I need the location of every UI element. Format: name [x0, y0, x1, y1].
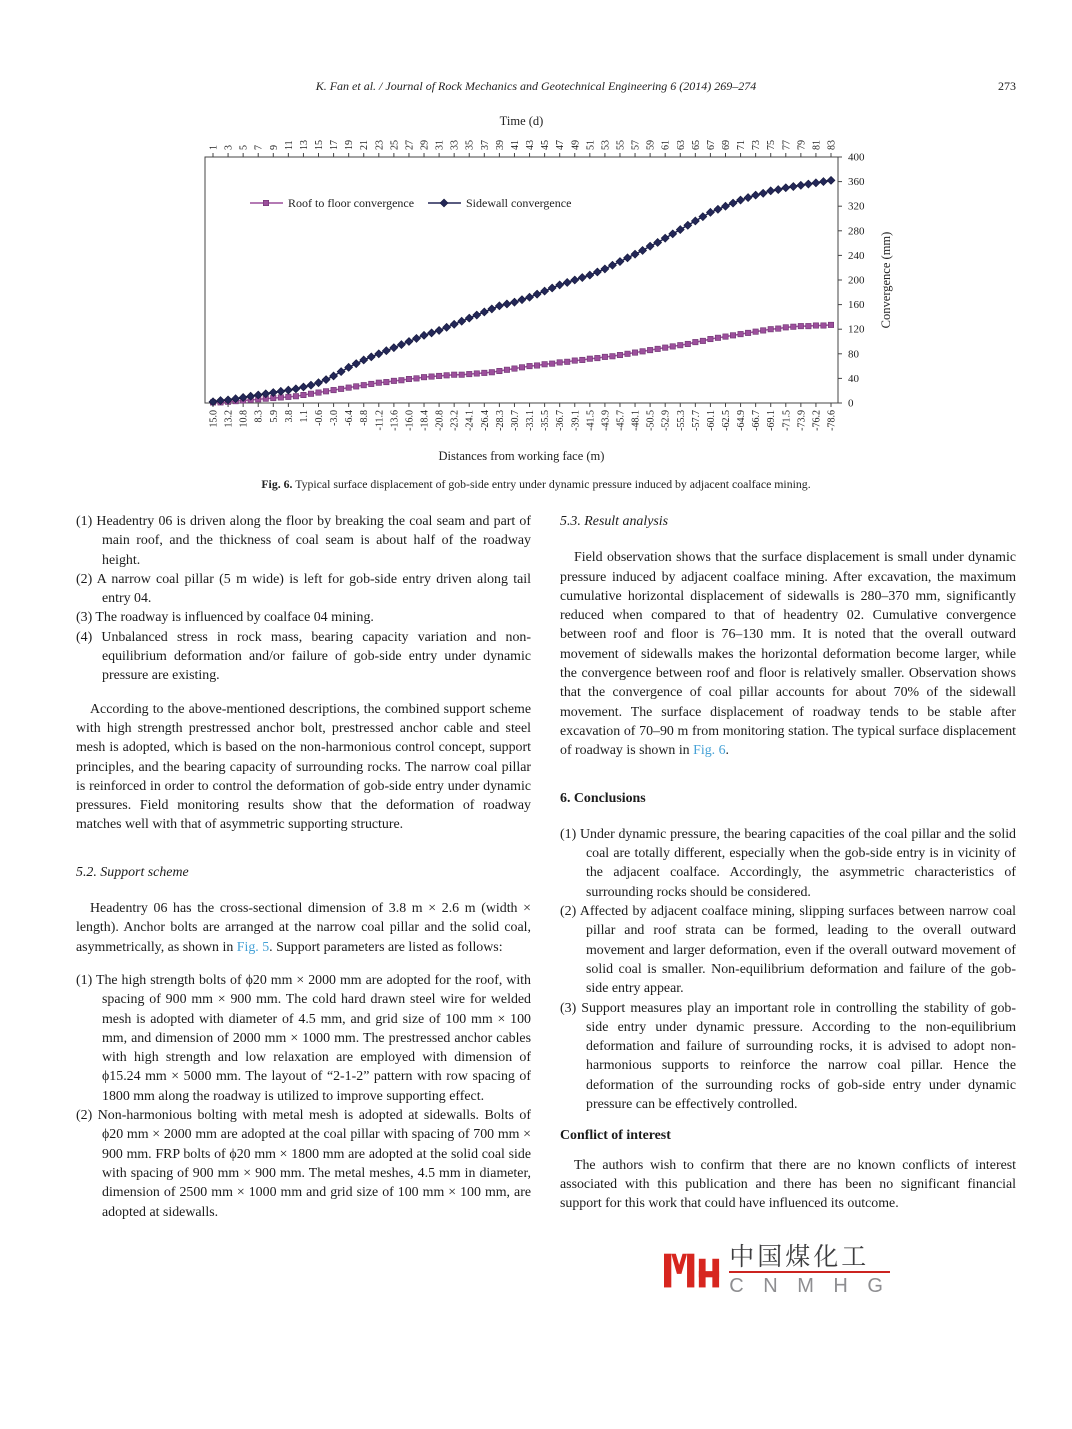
svg-text:49: 49: [570, 140, 582, 150]
svg-text:63: 63: [675, 140, 687, 150]
watermark-latin-text: C N M H G: [729, 1275, 890, 1298]
svg-text:-23.2: -23.2: [449, 410, 461, 431]
svg-text:77: 77: [781, 140, 793, 150]
svg-text:-45.7: -45.7: [615, 410, 627, 431]
paragraph-conflict-of-interest: The authors wish to confirm that there are no known conflicts of interest associated with this publication and there has been no significant financial support for this work that could have influenced its outcome.: [560, 1157, 1016, 1212]
svg-text:75: 75: [766, 140, 778, 150]
svg-text:40: 40: [848, 372, 859, 385]
svg-text:320: 320: [848, 200, 865, 213]
paragraph-result-analysis: [560, 548, 1016, 760]
svg-text:8.3: 8.3: [253, 410, 265, 423]
svg-text:-36.7: -36.7: [555, 410, 567, 431]
svg-text:13: 13: [298, 140, 310, 150]
svg-text:81: 81: [811, 140, 823, 150]
svg-text:13.2: 13.2: [223, 410, 235, 428]
svg-text:-6.4: -6.4: [344, 410, 356, 426]
legend-label-sidewall: Sidewall convergence: [466, 196, 572, 210]
svg-text:41: 41: [509, 140, 521, 150]
list-item-number: (4): [76, 629, 102, 645]
list-item-number: (1): [560, 826, 580, 842]
svg-text:15: 15: [314, 140, 326, 150]
svg-text:57: 57: [630, 140, 642, 150]
list-item-number: (2): [560, 904, 580, 920]
svg-text:53: 53: [600, 140, 612, 150]
svg-text:79: 79: [796, 140, 808, 150]
section-heading-conclusions: 6. Conclusions: [560, 790, 646, 806]
svg-text:1: 1: [208, 145, 220, 150]
svg-text:-41.5: -41.5: [585, 410, 597, 431]
svg-text:33: 33: [449, 140, 461, 150]
svg-text:-20.8: -20.8: [434, 410, 446, 431]
svg-text:160: 160: [848, 299, 865, 312]
fig6-link[interactable]: Fig. 6: [693, 743, 726, 759]
svg-text:-16.0: -16.0: [404, 410, 416, 431]
list-item: (1) Headentry 06 is driven along the floor by breaking the coal seam and part of main roof, and the thickness of coal seam is about half of the roadway height.: [76, 514, 531, 568]
svg-text:400: 400: [848, 151, 865, 164]
svg-text:360: 360: [848, 176, 865, 189]
svg-text:-18.4: -18.4: [419, 410, 431, 431]
list-item: (2) Affected by adjacent coalface mining, slipping surfaces between narrow coal pillar and roof strata can be formed, leading to the overall outward movement and larger deformation, even if the overall outward movement of solid coal is smaller. Non-equilibrium deformation and failure of the gob-side entry appear.: [560, 904, 1016, 997]
paragraph-support-concept: According to the above-mentioned descriptions, the combined support scheme with high strength prestressed anchor bolt, prestressed anchor cable and steel mesh is adopted, which is based on the non-harmonious control concept, support principles, and the bearing capacity of surrounding rocks. The narrow coal pillar is reinforced in order to control the deformation of gob-side entry under dynamic pressures. Field monitoring results show that the deformation of roadway matches well with that of asymmetric supporting structure.: [76, 701, 531, 833]
svg-text:-76.2: -76.2: [811, 410, 823, 431]
svg-text:15.0: 15.0: [208, 410, 220, 428]
list-item: (2) A narrow coal pillar (5 m wide) is left for gob-side entry driven along tail entry 04.: [76, 571, 531, 607]
legend-label-roof: Roof to floor convergence: [288, 196, 415, 210]
svg-text:7: 7: [253, 145, 265, 150]
svg-text:-57.7: -57.7: [690, 410, 702, 431]
list-item: (4) Unbalanced stress in rock mass, bearing capacity variation and non-equilibrium deformation and/or failure of gob-side entry under dynamic pressure are existing.: [76, 629, 531, 684]
svg-text:-71.5: -71.5: [781, 410, 793, 431]
svg-text:-73.9: -73.9: [796, 410, 808, 431]
page-number: 273: [998, 79, 1016, 93]
svg-text:-48.1: -48.1: [630, 410, 642, 431]
svg-text:73: 73: [751, 140, 763, 150]
svg-text:3.8: 3.8: [283, 410, 295, 423]
top-axis-title: Time (d): [499, 114, 544, 128]
svg-text:67: 67: [705, 140, 717, 150]
figure-caption-text: Typical surface displacement of gob-side entry under dynamic pressure induced by adjacent coalface mining.: [292, 477, 811, 491]
bottom-axis-title: Distances from working face (m): [438, 449, 605, 463]
list-item-number: (1): [76, 972, 96, 988]
paragraph-text: . Support parameters are listed as follows:: [269, 939, 503, 955]
section-heading-5-3: 5.3. Result analysis: [560, 514, 669, 529]
svg-text:-11.2: -11.2: [374, 410, 386, 431]
list-item-number: (1): [76, 514, 97, 529]
svg-text:35: 35: [464, 140, 476, 150]
list-item-number: (3): [560, 1000, 582, 1016]
svg-text:29: 29: [419, 140, 431, 150]
svg-text:-0.6: -0.6: [314, 410, 326, 426]
svg-text:-43.9: -43.9: [600, 410, 612, 431]
list-item: (2) Non-harmonious bolting with metal mesh is adopted at sidewalls. Bolts of ϕ20 mm × 2000 mm are adopted at the coal pillar with spacing of 700 mm × 900 mm. FRP bolts of ϕ20 mm × 1800 mm are adopted at the solid coal side with spacing of 900 mm × 900 mm. The metal meshes, 4.5 mm in diameter, dimension of 2500 mm × 1000 mm and grid size of 100 mm × 100 mm, are adopted at sidewalls.: [76, 1108, 532, 1220]
svg-text:-60.1: -60.1: [705, 410, 717, 431]
svg-text:-26.4: -26.4: [479, 410, 491, 431]
left-column: [76, 512, 531, 1222]
svg-text:-28.3: -28.3: [494, 410, 506, 431]
svg-text:80: 80: [848, 348, 859, 361]
svg-text:-24.1: -24.1: [464, 410, 476, 431]
fig5-link[interactable]: Fig. 5: [236, 939, 270, 955]
section-heading-conflict: Conflict of interest: [560, 1128, 671, 1144]
svg-text:-62.5: -62.5: [720, 410, 732, 431]
ordered-list-site-conditions: [76, 512, 531, 686]
ordered-list-support-parameters: [76, 971, 531, 1222]
svg-text:240: 240: [848, 249, 865, 262]
svg-text:25: 25: [389, 140, 401, 150]
svg-text:37: 37: [479, 140, 491, 150]
running-head: K. Fan et al. / Journal of Rock Mechanics and Geotechnical Engineering 6 (2014) 269–274: [315, 79, 757, 93]
list-item: (3) Support measures play an important role in controlling the stability of gob-side entry under dynamic pressure. According to the non-equilibrium deformation and failure of surrounding rocks, it is advised to adopt non-harmonious supports to reinforce the narrow coal pillar. Hence the deformation of the surrounding rocks of gob-side entry under dynamic pressure can be effectively controlled.: [560, 1000, 1016, 1113]
section-heading-5-2: 5.2. Support scheme: [76, 864, 189, 880]
svg-text:10.8: 10.8: [238, 410, 250, 428]
svg-text:31: 31: [434, 140, 446, 150]
svg-text:1.1: 1.1: [298, 410, 310, 423]
list-item-number: (2): [76, 1108, 98, 1124]
svg-text:-64.9: -64.9: [736, 410, 748, 431]
convergence-line-chart: [170, 100, 910, 480]
svg-text:55: 55: [615, 140, 627, 150]
svg-text:19: 19: [344, 140, 356, 150]
paragraph-text: .: [725, 743, 730, 759]
svg-text:-35.5: -35.5: [540, 410, 552, 431]
svg-text:200: 200: [848, 274, 865, 287]
svg-text:-69.1: -69.1: [766, 410, 778, 431]
svg-text:23: 23: [374, 140, 386, 150]
figure6-chart: [170, 100, 910, 480]
watermark-text-block: [729, 1244, 890, 1296]
right-column: [560, 512, 1016, 1214]
svg-text:21: 21: [359, 140, 371, 150]
svg-text:61: 61: [660, 140, 672, 150]
svg-text:280: 280: [848, 225, 865, 238]
svg-text:71: 71: [736, 140, 748, 150]
svg-text:83: 83: [826, 140, 838, 150]
svg-text:39: 39: [494, 140, 506, 150]
list-item: (1) The high strength bolts of ϕ20 mm × 2000 mm are adopted for the roof, with spacing of 900 mm × 900 mm. The cold hard drawn steel wire for welded mesh is adopted with diameter of 4.5 mm, and grid size of 100 mm × 100 mm, and dimension of 2000 mm × 1000 mm. The prestressed anchor cables with high strength and low relaxation are employed with dimension of ϕ15.24 mm × 5000 mm. The layout of “2-1-2” pattern with row spacing of 1800 mm along the roadway is utilized to improve supporting effect.: [76, 972, 531, 1104]
figure-caption: [0, 477, 1072, 492]
svg-text:-33.1: -33.1: [525, 410, 537, 431]
list-item: (3) The roadway is influenced by coalface 04 mining.: [76, 610, 374, 626]
svg-text:120: 120: [848, 323, 865, 336]
svg-text:-13.6: -13.6: [389, 410, 401, 431]
svg-text:51: 51: [585, 140, 597, 150]
list-item: (1) Under dynamic pressure, the bearing capacities of the coal pillar and the solid coal are totally different, especially when the gob-side entry is in vicinity of the adjacent coalface. Accordingly, the asymmetric characteristics of surrounding rocks should be considered.: [560, 826, 1016, 900]
svg-text:-8.8: -8.8: [359, 410, 371, 426]
watermark-cn-text: 中国煤化工: [729, 1242, 870, 1271]
svg-text:-52.9: -52.9: [660, 410, 672, 431]
svg-text:45: 45: [540, 140, 552, 150]
watermark-underline: [729, 1271, 890, 1273]
svg-text:27: 27: [404, 140, 416, 150]
svg-text:17: 17: [329, 140, 341, 150]
svg-text:-66.7: -66.7: [751, 410, 763, 431]
svg-text:9: 9: [268, 145, 280, 150]
svg-text:3: 3: [223, 145, 235, 150]
watermark-logo: [664, 1239, 890, 1301]
list-item-number: (3): [76, 610, 96, 626]
y-axis-title: Convergence (mm): [879, 231, 893, 329]
paragraph-text: Headentry 06 has the cross-sectional dimension of 3.8 m × 2.6 m (width × length). Anchor bolts are arranged at the narrow coal pillar and the solid coal, asymmetrically, as shown in: [76, 901, 531, 955]
svg-text:-78.6: -78.6: [826, 410, 838, 431]
svg-text:5: 5: [238, 145, 250, 150]
svg-text:-3.0: -3.0: [329, 410, 341, 426]
svg-text:-50.5: -50.5: [645, 410, 657, 431]
svg-text:65: 65: [690, 140, 702, 150]
svg-text:69: 69: [720, 140, 732, 150]
svg-text:47: 47: [555, 140, 567, 150]
svg-text:5.9: 5.9: [268, 410, 280, 423]
ordered-list-conclusions: [560, 825, 1016, 1114]
list-item-number: (2): [76, 571, 97, 587]
figure-caption-label: Fig. 6.: [261, 477, 293, 491]
svg-text:-30.7: -30.7: [509, 410, 521, 431]
cnmhg-logo-icon: [664, 1241, 720, 1299]
svg-text:-39.1: -39.1: [570, 410, 582, 431]
svg-text:0: 0: [848, 397, 854, 410]
svg-text:11: 11: [283, 140, 295, 150]
paragraph-text: Field observation shows that the surface displacement is small under dynamic pressure induced by adjacent coalface mining. After excavation, the maximum cumulative horizontal displacement of sidewalls is 280–370 mm, significantly reduced when compared to that of headentry 02. Cumulative convergence between roof and floor is 76–130 mm. It is noted that the overall outward movement of sidewalls makes the horizontal deformation become larger, while the convergence between roof and floor is relatively smaller. Observation shows that the convergence of coal pillar accounts for about 70% of the sidewall movement. The surface displacement of roadway tends to be stable after excavation of 70–90 m from monitoring station. The typical surface displacement of roadway is shown in: [560, 550, 1016, 759]
paragraph-support-scheme: [76, 899, 531, 957]
svg-text:59: 59: [645, 140, 657, 150]
svg-text:43: 43: [525, 140, 537, 150]
svg-text:-55.3: -55.3: [675, 410, 687, 431]
